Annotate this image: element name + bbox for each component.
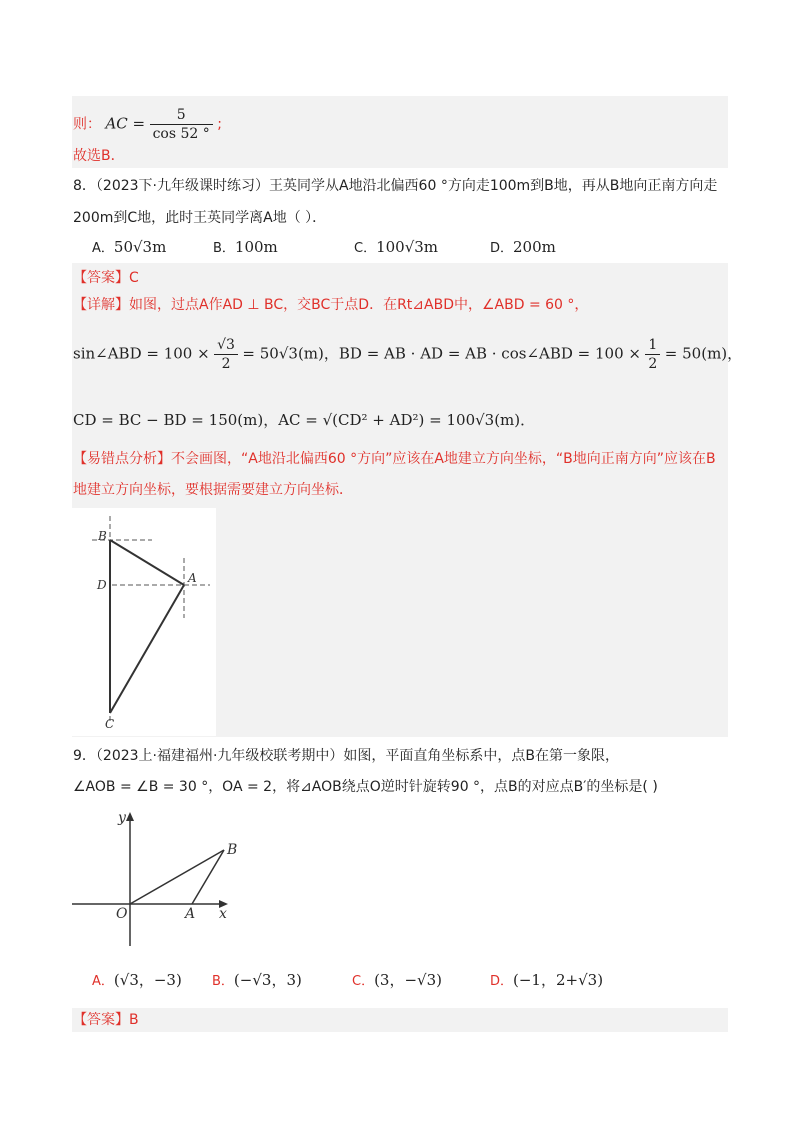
q8-option-a: [92, 237, 166, 259]
q8-detail-frac1-num: √3: [214, 336, 238, 355]
q8-option-a-label: A．: [92, 241, 114, 256]
q8-option-b-value: 100m: [234, 238, 278, 256]
q9-label-y: y: [118, 810, 126, 826]
q8-detail-tag: 【详解】: [73, 297, 129, 313]
q8-detail-text2b: = 50√3(m)，BD = AB · AD = AB · cos∠ABD = 100 ×: [242, 344, 641, 363]
q9-label-x: x: [219, 906, 227, 922]
q8-stem-line1: 8．（2023下·九年级课时练习）王英同学从A地沿北偏西60 °方向走100m到B地，再从B地向正南方向走: [73, 178, 718, 194]
q8-option-c-label: C．: [354, 241, 377, 256]
q8-mistake-tag: 【易错点分析】: [73, 451, 171, 467]
q8-label-b: B: [98, 529, 107, 543]
q9-label-b: B: [227, 842, 238, 858]
q8-answer-tag: 【答案】: [73, 270, 129, 286]
q8-mistake-text1: 不会画图，“A地沿北偏西60 °方向”应该在A地建立方向坐标，“B地向正南方向”应该在B: [171, 451, 716, 467]
q8-detail-line3: CD = BC − BD = 150(m)，AC = √(CD² + AD²) = 100√3(m)．: [73, 411, 536, 429]
q8-option-b-label: B．: [213, 241, 235, 256]
q9-label-o: O: [116, 906, 128, 922]
q9-segment-ob: [130, 850, 224, 904]
q8-option-a-value: 50√3m: [113, 238, 167, 256]
q9-option-d-label: D．: [490, 974, 514, 989]
q8-label-a: A: [188, 571, 197, 585]
prev-ac-lhs: AC =: [105, 114, 146, 133]
q8-detail-line2: [73, 336, 742, 373]
q9-option-c: [352, 970, 442, 992]
q8-label-c: C: [105, 717, 115, 731]
q8-option-d: [490, 237, 556, 259]
q9-answer-line: [73, 1010, 139, 1030]
q9-answer-tag: 【答案】: [73, 1012, 129, 1028]
prev-semicolon: ;: [217, 116, 222, 133]
q9-option-c-value: (3，−√3): [374, 971, 442, 989]
q8-detail-frac2: [645, 336, 660, 373]
q8-segment-ab: [110, 540, 184, 585]
q9-answer-block: [72, 1008, 728, 1032]
prev-frac-den: cos 52 °: [152, 126, 210, 142]
q8-detail-text2c: = 50(m)，: [664, 344, 743, 363]
q8-option-d-label: D．: [490, 241, 514, 256]
q8-option-d-value: 200m: [513, 238, 556, 256]
prev-frac-num: 5: [150, 106, 213, 125]
q8-detail-frac1: [214, 336, 238, 373]
prev-then-line: [73, 106, 222, 143]
q8-detail-frac2-num: 1: [645, 336, 660, 355]
q8-detail-text2a: sin∠ABD = 100 ×: [73, 344, 210, 363]
q9-figure-svg: [68, 806, 248, 952]
q9-y-arrow-icon: [126, 812, 134, 821]
q9-option-a-label: A．: [92, 974, 114, 989]
q8-answer-line: [73, 268, 139, 288]
q8-detail-frac2-den: 2: [648, 356, 658, 372]
prev-then-prefix: 则：: [73, 116, 101, 133]
q8-figure: [72, 508, 216, 736]
q8-stem-line2: 200m到C地，此时王英同学离A地（ ）．: [73, 210, 327, 226]
prev-fraction: [150, 106, 213, 143]
q8-option-b: [213, 237, 278, 259]
q9-label-a: A: [185, 906, 196, 922]
q9-figure: [68, 806, 248, 952]
q8-answer-value: C: [129, 270, 139, 286]
q9-stem-line2: ∠AOB = ∠B = 30 °，OA = 2，将⊿AOB绕点O逆时针旋转90 °，点B的对应点B′的坐标是( ): [73, 779, 658, 795]
q8-option-c: [354, 237, 438, 259]
q8-detail-text1: 如图，过点A作AD ⊥ BC，交BC于点D．在Rt⊿ABD中，∠ABD = 60 °，: [129, 297, 589, 313]
q9-option-b-label: B．: [212, 974, 234, 989]
q8-figure-svg: [72, 508, 216, 736]
q8-mistake-line2: 地建立方向坐标，要根据需要建立方向坐标．: [73, 482, 353, 498]
q9-segment-ab: [192, 850, 224, 904]
q8-mistake-line1: [73, 449, 716, 469]
q8-label-d: D: [97, 578, 107, 592]
q9-option-c-label: C．: [352, 974, 375, 989]
q9-answer-value: B: [129, 1012, 139, 1028]
q8-segment-ac: [110, 585, 184, 713]
q9-stem-line1: 9．（2023上·福建福州·九年级校联考期中）如图，平面直角坐标系中，点B在第一象限，: [73, 748, 620, 764]
q9-option-a-value: (√3，−3): [113, 971, 182, 989]
q9-option-a: [92, 970, 182, 992]
prev-choose: 故选B．: [73, 148, 125, 164]
q8-option-c-value: 100√3m: [376, 238, 439, 256]
q8-detail-frac1-den: 2: [221, 356, 231, 372]
q9-option-b-value: (−√3，3): [233, 971, 302, 989]
q9-option-b: [212, 970, 302, 992]
q8-detail-line1: [73, 295, 588, 315]
q9-option-d: [490, 970, 603, 992]
q9-option-d-value: (−1，2+√3): [513, 971, 604, 989]
